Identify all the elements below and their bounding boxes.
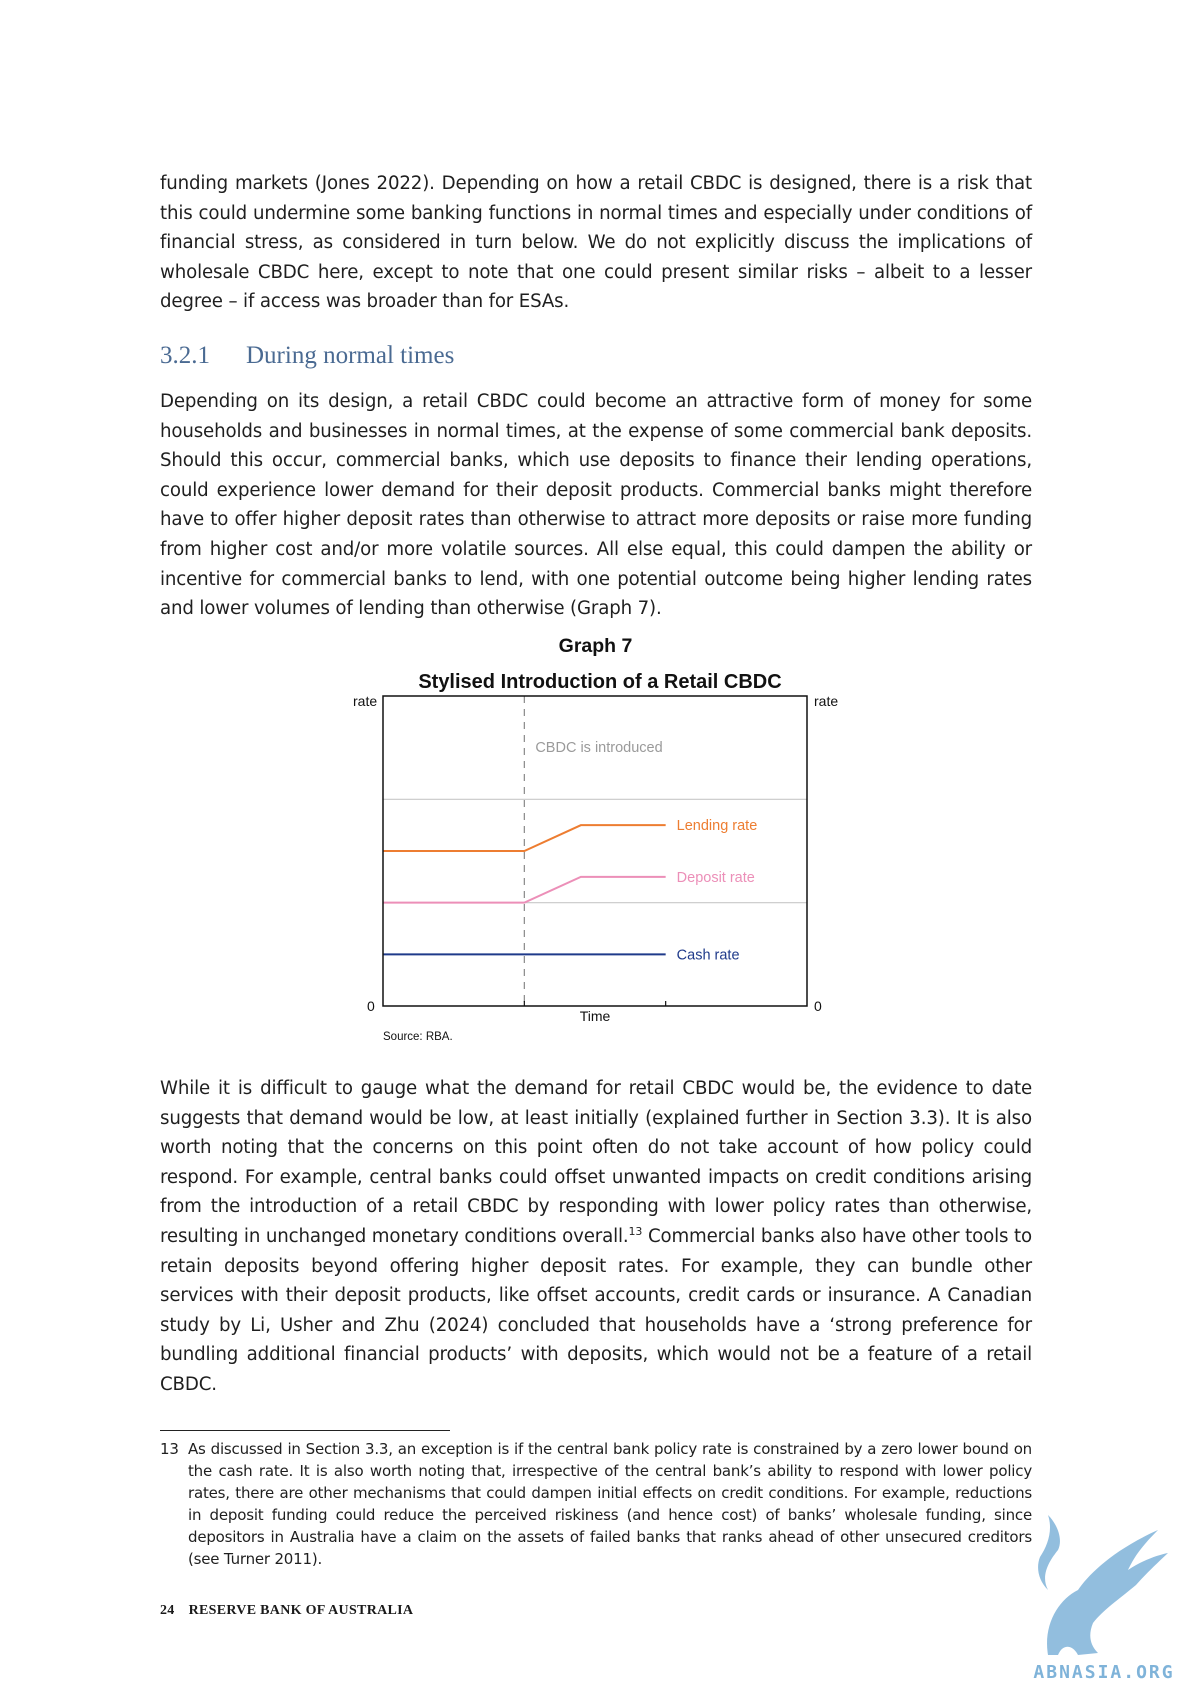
footnote-reference[interactable]: 13 [628,1224,643,1238]
body-paragraph-1: funding markets (Jones 2022). Depending on how a retail CBDC is designed, there is a risk that this could undermine some banking functions in normal times and especially under conditions of financial stress, as considered in turn below. We do not explicitly discuss the implications of wholesale CBDC here, except to note that one could present similar risks – albeit to a lesser degree – if access was broader than for ESAs. [160,173,1032,313]
event-marker [524,696,662,1006]
y-zero-label-right: 0 [814,998,822,1014]
paragraph-3-text-after: Commercial banks also have other tools to retain deposits beyond offering higher deposit rates. For example, they can bundle other services with their deposit products, like offset accounts, credit cards or insurance. A Canadian study by Li, Usher and Zhu (2024) concluded that households have a ‘strong preference for bundling additional financial products’ with deposits, which would not be a feature of a retail CBDC. [160,1225,1032,1395]
watermark-text: ABNASIA.ORG [1033,1662,1175,1683]
y-axis-label-right: rate [814,693,839,709]
publisher-name: RESERVE BANK OF AUSTRALIA [188,1603,414,1618]
y-axis-label-left: rate [353,693,378,709]
series-group [383,818,757,963]
x-axis-label: Time [579,1008,611,1024]
footnote-number: 13 [160,1440,179,1458]
griffin-icon [1038,1515,1168,1655]
graph-label: Graph 7 [558,635,633,657]
body-paragraph-2 [160,387,1032,624]
footnote [160,1438,1032,1570]
section-number: 3.2.1 [160,342,210,369]
footnote-divider [160,1430,450,1431]
paragraph-3-text-before: While it is difficult to gauge what the demand for retail CBDC would be, the evidence to date suggests that demand would be low, at least initially (explained further in Section 3.3). It is also worth noting that the concerns on this point often do not take account of how policy could respond. For example, central banks could offset unwanted impacts on credit conditions arising from the introduction of a retail CBDC by responding with lower policy rates than otherwise, resulting in unchanged monetary conditions overall. [160,1078,1032,1247]
chart-title: Stylised Introduction of a Retail CBDC [418,671,782,693]
chart-graph-7 [340,668,840,1058]
paragraph-2-text: Depending on its design, a retail CBDC could become an attractive form of money for some households and businesses in normal times, at the expense of some commercial bank deposits. Should this occur, commercial banks, which use deposits to finance their lending operations, could experience lower demand for their deposit products. Commercial banks might therefore have to offer higher deposit rates than otherwise to attract more deposits or raise more funding from higher cost and/or more volatile sources. All else equal, this could dampen the ability or incentive for commercial banks to lend, with one potential outcome being higher lending rates and lower volumes of lending than otherwise (Graph 7). [160,391,1032,620]
event-label: CBDC is introduced [535,740,663,756]
series-label-1: Deposit rate [676,869,755,886]
chart-source: Source: RBA. [383,1031,453,1043]
y-zero-label-left: 0 [367,998,375,1014]
body-paragraph-3 [160,1074,1032,1400]
section-title: During normal times [246,342,455,369]
footnote-text: As discussed in Section 3.3, an exception is if the central bank policy rate is constrained by a zero lower bound on the cash rate. It is also worth noting that, irrespective of the central bank’s ability to respond with lower policy rates, there are other mechanisms that could dampen initial effects on credit conditions. For example, reductions in deposit funding could reduce the perceived riskiness (and hence cost) of banks’ wholesale funding, since depositors in Australia have a claim on the assets of failed banks that ranks ahead of other unsecured creditors (see Turner 2011). [188,1440,1032,1568]
watermark-logo [1018,1505,1191,1684]
page-footer [160,1603,413,1619]
page-number: 24 [160,1603,175,1618]
section-heading [160,342,454,370]
series-label-2: Cash rate [676,947,740,964]
series-label-0: Lending rate [676,818,758,835]
